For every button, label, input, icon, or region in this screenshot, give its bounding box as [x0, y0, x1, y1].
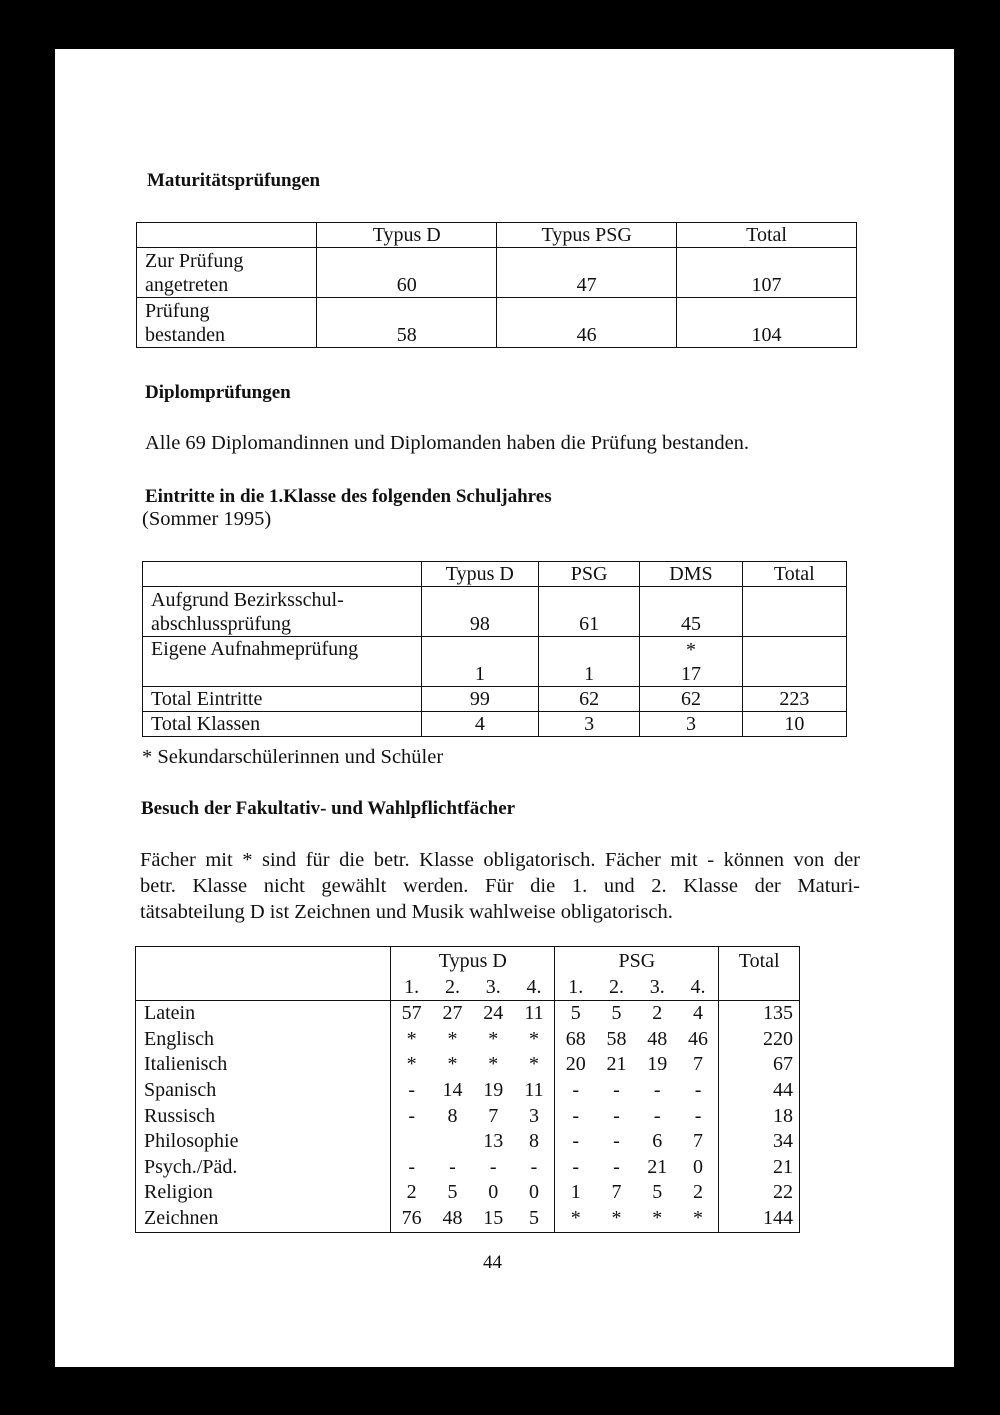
cell-value: 20	[565, 1053, 586, 1076]
header-class-2: 2.	[444, 975, 460, 998]
subject-label: Spanisch	[144, 1078, 217, 1101]
cell-value: 21	[606, 1053, 627, 1076]
row-label	[137, 248, 317, 298]
cell-value: 8	[528, 1130, 539, 1153]
psg-values-englisch	[555, 1027, 718, 1053]
header-typus-d: Typus D	[317, 223, 497, 248]
cell-value	[640, 637, 742, 687]
row-label-line1: Prüfung	[145, 300, 210, 322]
cell-value: 61	[538, 587, 639, 637]
paragraph-line: tätsabteilung D ist Zeichnen und Musik wahlweise obligatorisch.	[140, 901, 673, 923]
row-label	[137, 298, 317, 348]
table-header-row	[136, 947, 800, 1001]
header-class-numbers	[391, 975, 554, 1001]
cell-value: *	[693, 1206, 704, 1229]
psg-values-spanisch	[555, 1078, 718, 1104]
header-class-numbers	[555, 975, 718, 1001]
cell-value: 6	[652, 1130, 663, 1153]
cell-value: -	[408, 1155, 416, 1178]
subject-label: Philosophie	[144, 1130, 239, 1153]
cell-value: 24	[483, 1002, 504, 1025]
cell-value: 46	[497, 298, 677, 348]
cell-value: 1	[570, 1181, 581, 1204]
subject-label: Latein	[144, 1002, 196, 1025]
psg-values-latein	[555, 1001, 718, 1027]
cell-value: 45	[640, 587, 742, 637]
cell-value: -	[530, 1155, 538, 1178]
header-total: Total	[719, 947, 800, 1001]
cell-value: *	[528, 1027, 539, 1050]
cell-value: -	[694, 1104, 702, 1127]
diplom-text: Alle 69 Diplomandinnen und Diplomanden haben die Prüfung bestanden.	[145, 432, 750, 454]
header-psg: PSG	[538, 562, 639, 587]
cell-value: *	[447, 1053, 458, 1076]
cell-value: 19	[483, 1078, 504, 1101]
cell-value: *	[406, 1027, 417, 1050]
header-cell-empty	[143, 562, 422, 587]
psg-column	[555, 1001, 719, 1232]
cell-value: -	[653, 1104, 661, 1127]
heading-eintritte: Eintritte in die 1.Klasse des folgenden Schuljahres	[145, 486, 552, 507]
subject-label: Zeichnen	[144, 1206, 219, 1229]
cell-value: 21	[647, 1155, 668, 1178]
typus-d-values-philosophie	[391, 1129, 554, 1155]
cell-value: 2	[693, 1181, 704, 1204]
cell-value: 3	[528, 1104, 539, 1127]
typus-d-values-englisch	[391, 1027, 554, 1053]
cell-value: 4	[693, 1002, 704, 1025]
cell-value: 13	[483, 1130, 504, 1153]
row-label-line2: abschlussprüfung	[151, 613, 291, 635]
header-psg: PSG	[618, 950, 656, 972]
row-label: Total Klassen	[143, 712, 422, 737]
cell-value: 2	[652, 1002, 663, 1025]
cell-value: 3	[640, 712, 742, 737]
row-label-line1: Zur Prüfung	[145, 250, 244, 272]
cell-value: 27	[442, 1002, 463, 1025]
cell-value: -	[653, 1078, 661, 1101]
total-value: 21	[773, 1155, 793, 1178]
total-value: 67	[773, 1053, 793, 1076]
total-value: 34	[773, 1130, 793, 1153]
cell-value: 1	[421, 637, 538, 687]
cell-value	[391, 1129, 432, 1155]
cell-value: 5	[611, 1002, 622, 1025]
cell-value: -	[408, 1078, 416, 1101]
total-value: 135	[763, 1002, 793, 1025]
row-label-line1: Eigene Aufnahmeprüfung	[151, 638, 359, 660]
psg-values-psych-paed	[555, 1155, 718, 1181]
cell-value: 5	[570, 1002, 581, 1025]
table-faecher	[135, 946, 800, 1233]
psg-values-zeichnen	[555, 1206, 718, 1232]
header-psg-group	[555, 947, 719, 1001]
cell-value: 60	[317, 248, 497, 298]
row-label: Total Eintritte	[143, 687, 422, 712]
cell-value: 14	[442, 1078, 463, 1101]
header-class-1: 1.	[404, 975, 420, 998]
cell-value: 5	[447, 1181, 458, 1204]
cell-value: -	[613, 1130, 620, 1153]
typus-d-values-italienisch	[391, 1052, 554, 1078]
header-class-2: 2.	[608, 975, 624, 998]
row-label-line2: bestanden	[145, 324, 225, 346]
paragraph-line: betr. Klasse nicht gewählt werden. Für die 1. und 2. Klasse der Maturi-	[140, 875, 860, 897]
footnote-marker: *	[685, 639, 696, 661]
cell-value: 19	[647, 1053, 668, 1076]
header-typus-psg: Typus PSG	[497, 223, 677, 248]
table-row	[137, 298, 857, 348]
subject-label: Russisch	[144, 1104, 216, 1127]
table-footnote: * Sekundarschülerinnen und Schüler	[142, 746, 444, 768]
row-label-line1: Aufgrund Bezirksschul-	[151, 589, 344, 611]
cell-value: -	[572, 1155, 580, 1178]
header-cell-empty	[136, 947, 391, 1001]
psg-values-italienisch	[555, 1052, 718, 1078]
subject-label: Religion	[144, 1181, 213, 1204]
cell-value: 76	[401, 1206, 422, 1229]
paragraph-line: Fächer mit * sind für die betr. Klasse obligatorisch. Fächer mit - können von der	[140, 849, 860, 871]
cell-value: -	[449, 1155, 456, 1178]
cell-value: 62	[640, 687, 742, 712]
header-cell-empty	[137, 223, 317, 248]
cell-value: -	[613, 1078, 620, 1101]
cell-value: 4	[421, 712, 538, 737]
subject-label: Italienisch	[144, 1053, 228, 1076]
table-eintritte	[142, 561, 847, 737]
cell-value: -	[613, 1104, 620, 1127]
cell-value: *	[488, 1027, 499, 1050]
cell-value: *	[611, 1206, 622, 1229]
table-row	[143, 712, 847, 737]
cell-value: -	[613, 1155, 620, 1178]
cell-value: 46	[688, 1027, 709, 1050]
typus-d-values-russisch	[391, 1104, 554, 1130]
cell-value-text: 17	[680, 663, 701, 685]
cell-value: 48	[647, 1027, 668, 1050]
cell-value: -	[694, 1078, 702, 1101]
cell-value	[432, 1129, 473, 1155]
cell-value: *	[652, 1206, 663, 1229]
subject-label: Psych./Päd.	[144, 1155, 238, 1178]
cell-value: *	[406, 1053, 417, 1076]
cell-value: *	[570, 1206, 581, 1229]
header-class-3: 3.	[649, 975, 665, 998]
header-total: Total	[677, 223, 857, 248]
cell-value: 7	[488, 1104, 499, 1127]
cell-value: 5	[652, 1181, 663, 1204]
typus-d-values-religion	[391, 1180, 554, 1206]
table-row	[143, 637, 847, 687]
cell-value: 11	[524, 1002, 544, 1025]
table-row	[143, 587, 847, 637]
cell-value	[742, 637, 846, 687]
cell-value: -	[572, 1104, 580, 1127]
cell-value: 3	[538, 712, 639, 737]
cell-value: -	[572, 1130, 580, 1153]
table-header-row	[137, 223, 857, 248]
subject-label: Englisch	[144, 1027, 214, 1050]
typus-d-values-zeichnen	[391, 1206, 554, 1232]
cell-value: 58	[606, 1027, 627, 1050]
cell-value: 104	[677, 298, 857, 348]
cell-value: 57	[401, 1002, 422, 1025]
row-label	[143, 587, 422, 637]
cell-value: 10	[742, 712, 846, 737]
typus-d-values-latein	[391, 1001, 554, 1027]
header-typus-d-group	[391, 947, 555, 1001]
table-maturitaet	[136, 222, 857, 348]
page-number: 44	[483, 1252, 502, 1273]
cell-value: 68	[565, 1027, 586, 1050]
cell-value: 7	[611, 1181, 622, 1204]
cell-value	[742, 587, 846, 637]
table-header-row	[143, 562, 847, 587]
header-class-1: 1.	[568, 975, 584, 998]
cell-value: 99	[421, 687, 538, 712]
cell-value: 1	[538, 637, 639, 687]
row-label-line2: angetreten	[145, 274, 229, 296]
heading-diplompruefungen: Diplomprüfungen	[145, 382, 291, 403]
cell-value: *	[447, 1027, 458, 1050]
heading-maturitaetspruefungen: Maturitätsprüfungen	[147, 170, 321, 191]
cell-value: 8	[447, 1104, 458, 1127]
cell-value: -	[408, 1104, 416, 1127]
header-class-3: 3.	[485, 975, 501, 998]
header-class-4: 4.	[526, 975, 542, 998]
cell-value: -	[489, 1155, 497, 1178]
total-value: 144	[763, 1206, 793, 1229]
table-row	[137, 248, 857, 298]
header-dms: DMS	[640, 562, 742, 587]
cell-value: 2	[406, 1181, 417, 1204]
cell-value: 0	[488, 1181, 499, 1204]
typus-d-values-spanisch	[391, 1078, 554, 1104]
cell-value: -	[572, 1078, 580, 1101]
cell-value: 107	[677, 248, 857, 298]
total-value: 22	[773, 1181, 793, 1204]
header-typus-d: Typus D	[438, 950, 507, 972]
subject-column	[136, 1001, 391, 1232]
psg-values-russisch	[555, 1104, 718, 1130]
total-value: 44	[773, 1078, 793, 1101]
cell-value: 7	[693, 1130, 704, 1153]
cell-value: 47	[497, 248, 677, 298]
total-value: 220	[763, 1027, 793, 1050]
header-class-4: 4.	[690, 975, 706, 998]
psg-values-philosophie	[555, 1129, 718, 1155]
table-row	[143, 687, 847, 712]
cell-value: 15	[483, 1206, 504, 1229]
typus-d-values-psych-paed	[391, 1155, 554, 1181]
table-body-row	[136, 1001, 800, 1232]
psg-values-religion	[555, 1180, 718, 1206]
heading-eintritte-subtitle: (Sommer 1995)	[142, 508, 272, 530]
total-value: 18	[773, 1104, 793, 1127]
row-label	[143, 637, 422, 687]
cell-value: 48	[442, 1206, 463, 1229]
cell-value: 58	[317, 298, 497, 348]
heading-besuch: Besuch der Fakultativ- und Wahlpflichtfächer	[141, 798, 516, 819]
cell-value: 0	[693, 1155, 704, 1178]
header-total: Total	[742, 562, 846, 587]
header-typus-d: Typus D	[421, 562, 538, 587]
cell-value: 5	[528, 1206, 539, 1229]
cell-value: *	[488, 1053, 499, 1076]
typus-d-column	[391, 1001, 555, 1232]
cell-value: 11	[524, 1078, 544, 1101]
cell-value: 98	[421, 587, 538, 637]
cell-value: 7	[693, 1053, 704, 1076]
cell-value: 62	[538, 687, 639, 712]
cell-value: 223	[742, 687, 846, 712]
cell-value: *	[528, 1053, 539, 1076]
total-column	[719, 1001, 800, 1232]
cell-value: 0	[528, 1181, 539, 1204]
besuch-paragraph	[140, 847, 860, 925]
